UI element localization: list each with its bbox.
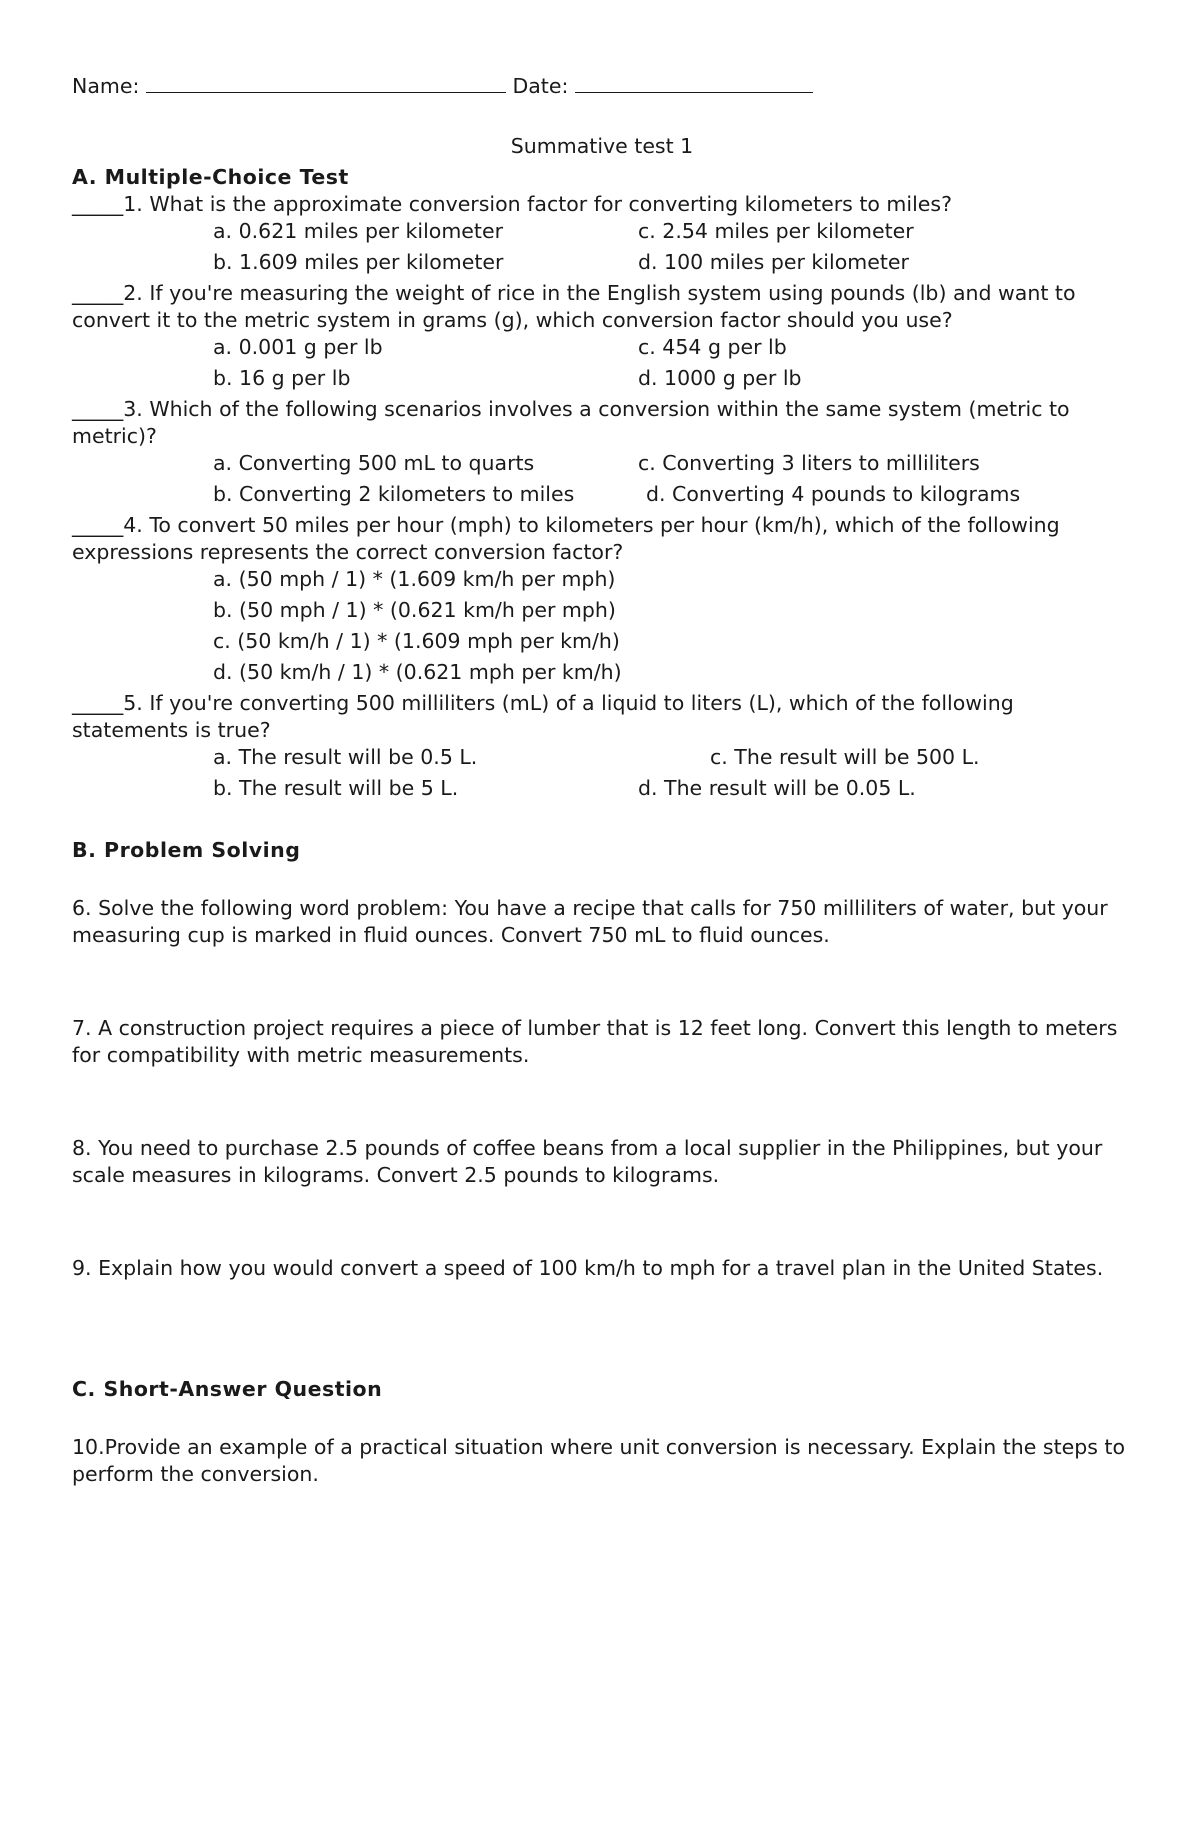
q3-option-a: a. Converting 500 mL to quarts [213, 451, 535, 475]
section-b-heading: B. Problem Solving [72, 838, 301, 862]
q2-option-a: a. 0.001 g per lb [213, 335, 383, 359]
page-title: Summative test 1 [510, 134, 694, 158]
question-9: 9. Explain how you would convert a speed of 100 km/h to mph for a travel plan in the United States. [72, 1256, 1104, 1280]
question-2-options-row-1 [72, 334, 1132, 365]
question-2-text: _____2. If you're measuring the weight of rice in the English system using pounds (lb) and want to convert it to the metric system in grams (g), which conversion factor should you use? [72, 281, 1076, 332]
question-10: 10.Provide an example of a practical situation where unit conversion is necessary. Explain the steps to perform the conversion. [72, 1435, 1126, 1486]
q2-option-d: d. 1000 g per lb [638, 366, 802, 390]
question-1 [72, 191, 1132, 280]
question-3-options-row-2 [72, 481, 1132, 512]
q3-option-d: d. Converting 4 pounds to kilograms [646, 482, 1021, 506]
question-2-options-row-2 [72, 365, 1132, 396]
q2-option-c: c. 454 g per lb [638, 335, 787, 359]
date-blank[interactable] [575, 70, 813, 93]
question-5-options-row-2 [72, 775, 1132, 806]
question-4-text: _____4. To convert 50 miles per hour (mph) to kilometers per hour (km/h), which of the following expressions represents the correct conversion factor? [72, 513, 1060, 564]
test-page [72, 70, 1132, 1488]
question-1-options-row-1 [72, 218, 1132, 249]
question-4 [72, 512, 1132, 690]
question-5-options-row-1 [72, 744, 1132, 775]
question-3-options-row-1 [72, 450, 1132, 481]
q2-option-b: b. 16 g per lb [213, 366, 351, 390]
question-1-options-row-2 [72, 249, 1132, 280]
question-3 [72, 396, 1132, 512]
question-5-text: _____5. If you're converting 500 milliliters (mL) of a liquid to liters (L), which of the following statements is true? [72, 691, 1014, 742]
q4-option-d: d. (50 km/h / 1) * (0.621 mph per km/h) [213, 660, 622, 684]
q3-option-c: c. Converting 3 liters to milliliters [638, 451, 980, 475]
name-blank[interactable] [146, 70, 506, 93]
q4-option-a: a. (50 mph / 1) * (1.609 km/h per mph) [213, 567, 616, 591]
question-6: 6. Solve the following word problem: You have a recipe that calls for 750 milliliters of water, but your measuring cup is marked in fluid ounces. Convert 750 mL to fluid ounces. [72, 896, 1108, 947]
q4-option-b: b. (50 mph / 1) * (0.621 km/h per mph) [213, 598, 616, 622]
section-a-heading: A. Multiple-Choice Test [72, 165, 349, 189]
question-1-text: _____1. What is the approximate conversion factor for converting kilometers to miles? [72, 192, 952, 216]
q3-option-b: b. Converting 2 kilometers to miles [213, 482, 575, 506]
question-2 [72, 280, 1132, 396]
question-7: 7. A construction project requires a piece of lumber that is 12 feet long. Convert this length to meters for compatibility with metric measurements. [72, 1016, 1118, 1067]
q1-option-d: d. 100 miles per kilometer [638, 250, 909, 274]
question-8: 8. You need to purchase 2.5 pounds of coffee beans from a local supplier in the Philippines, but your scale measures in kilograms. Convert 2.5 pounds to kilograms. [72, 1136, 1103, 1187]
date-label: Date: [512, 74, 569, 98]
name-label: Name: [72, 74, 140, 98]
q4-option-c: c. (50 km/h / 1) * (1.609 mph per km/h) [213, 629, 620, 653]
name-date-line [72, 70, 1132, 100]
q1-option-a: a. 0.621 miles per kilometer [213, 219, 504, 243]
q5-option-a: a. The result will be 0.5 L. [213, 745, 478, 769]
q5-option-b: b. The result will be 5 L. [213, 776, 459, 800]
q1-option-c: c. 2.54 miles per kilometer [638, 219, 914, 243]
question-3-text: _____3. Which of the following scenarios involves a conversion within the same system (metric to metric)? [72, 397, 1070, 448]
section-c-heading: C. Short-Answer Question [72, 1377, 383, 1401]
q1-option-b: b. 1.609 miles per kilometer [213, 250, 504, 274]
q5-option-d: d. The result will be 0.05 L. [638, 776, 916, 800]
q5-option-c: c. The result will be 500 L. [710, 745, 980, 769]
question-5 [72, 690, 1132, 806]
